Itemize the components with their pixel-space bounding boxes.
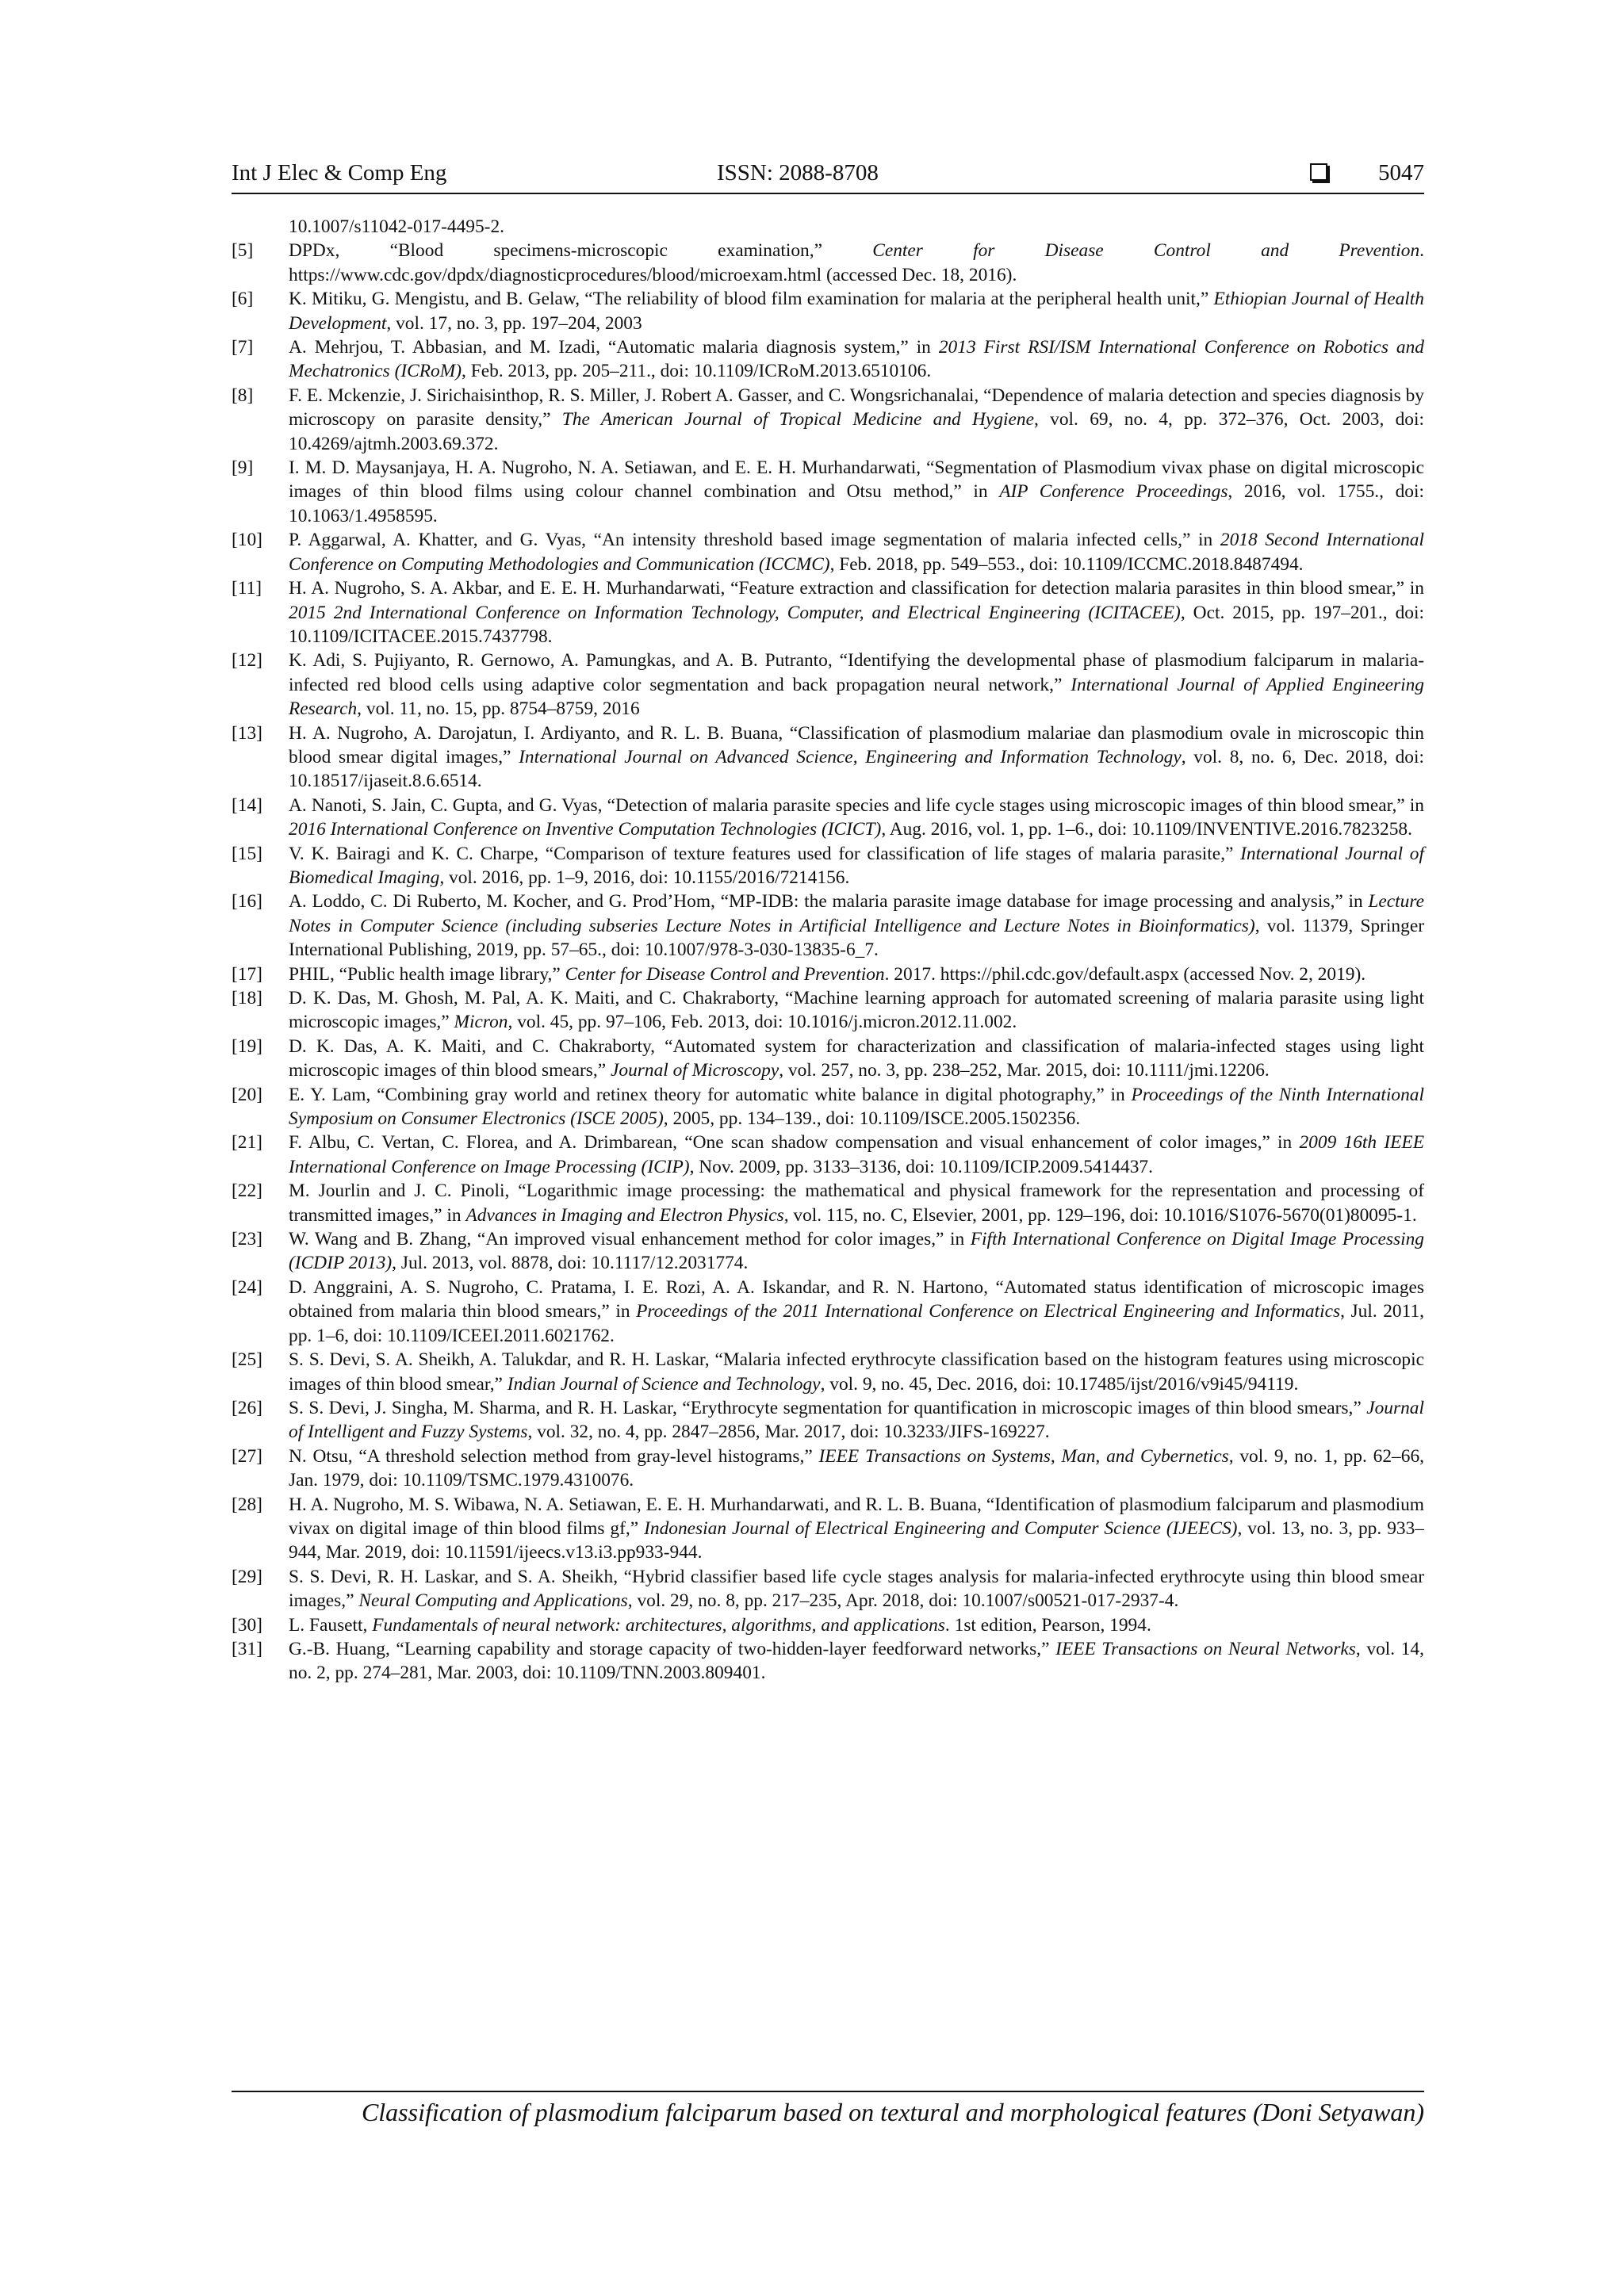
reference-text [289, 890, 1424, 962]
reference-number: [24] [232, 1276, 262, 1298]
square-icon [1310, 163, 1327, 181]
reference-text [289, 1131, 1424, 1179]
reference-item [232, 287, 1424, 335]
reference-source: AIP Conference Proceedings [999, 481, 1228, 503]
reference-source: IEEE Transactions on Neural Networks [1055, 1638, 1356, 1659]
reference-number: [29] [232, 1566, 262, 1587]
reference-text [289, 1445, 1424, 1493]
reference-segment: . 1st edition, Pearson, 1994. [944, 1614, 1151, 1636]
reference-source: The American Journal of Tropical Medicine and Hygiene [561, 409, 1034, 430]
reference-item [232, 456, 1424, 528]
reference-segment: DPDx, “Blood specimens-microscopic examination,” [289, 240, 873, 262]
reference-segment: L. Fausett, [289, 1614, 373, 1636]
reference-source: Indian Journal of Science and Technology [507, 1373, 821, 1395]
reference-text [289, 1613, 1424, 1637]
reference-item [232, 576, 1424, 649]
reference-segment: , vol. 257, no. 3, pp. 238–252, Mar. 2015, doi: 10.1111/jmi.12206. [779, 1060, 1270, 1081]
reference-text [289, 1637, 1424, 1686]
reference-number: [13] [232, 722, 262, 744]
reference-number: [14] [232, 794, 262, 816]
reference-segment: , Jul. 2011, pp. 1–6, doi: 10.1109/ICEEI.2011.6021762. [289, 1301, 1424, 1346]
reference-item [232, 1396, 1424, 1445]
reference-segment: , Nov. 2009, pp. 3133–3136, doi: 10.1109/ICIP.2009.5414437. [689, 1156, 1153, 1177]
reference-segment: , vol. 9, no. 45, Dec. 2016, doi: 10.17485/ijst/2016/v9i45/94119. [820, 1373, 1299, 1395]
reference-segment: 10.1007/s11042-017-4495-2. [289, 216, 505, 237]
reference-source: Proceedings of the 2011 International Conference on Electrical Engineering and Informatics [636, 1301, 1341, 1322]
reference-number: [19] [232, 1035, 262, 1057]
reference-text [289, 335, 1424, 384]
reference-segment: , Jul. 2013, vol. 8878, doi: 10.1117/12.2031774. [392, 1253, 749, 1274]
reference-source: International Journal of Applied Engineering Research [289, 674, 1424, 720]
reference-item [232, 890, 1424, 962]
reference-text [289, 986, 1424, 1035]
reference-item [232, 1565, 1424, 1613]
reference-segment: K. Adi, S. Pujiyanto, R. Gernowo, A. Pamungkas, and A. B. Putranto, “Identifying the developmental phase of plasmodium falciparum in malaria-infected red blood cells using adaptive color segmentation and back propagation neural network,” [289, 650, 1424, 695]
reference-text [289, 649, 1424, 721]
reference-segment: , 2016, vol. 1755., doi: 10.1063/1.4958595. [289, 481, 1424, 526]
reference-segment: , vol. 2016, pp. 1–9, 2016, doi: 10.1155/2016/7214156. [439, 867, 850, 888]
reference-segment: E. Y. Lam, “Combining gray world and retinex theory for automatic white balance in digital photography,” in [289, 1084, 1132, 1105]
reference-number: [8] [232, 385, 254, 406]
reference-segment: I. M. D. Maysanjaya, H. A. Nugroho, N. A. Setiawan, and E. E. H. Murhandarwati, “Segmentation of Plasmodium vivax phase on digital microscopic images of thin blood films using colour channel combination and Otsu method,” in [289, 457, 1424, 503]
reference-segment: D. K. Das, M. Ghosh, M. Pal, A. K. Maiti, and C. Chakraborty, “Machine learning approach for automated screening of malaria parasite using light microscopic images,” [289, 988, 1424, 1033]
reference-segment: H. A. Nugroho, S. A. Akbar, and E. E. H. Murhandarwati, “Feature extraction and classification for detection malaria parasites in thin blood smear,” in [289, 578, 1424, 599]
reference-text [289, 1083, 1424, 1131]
reference-segment: F. E. Mckenzie, J. Sirichaisinthop, R. S. Miller, J. Robert A. Gasser, and C. Wongsrichanalai, “Dependence of malaria detection and species diagnosis by microscopy on parasite density,” [289, 385, 1424, 430]
reference-source: Ethiopian Journal of Health Development [289, 289, 1424, 334]
reference-number: [23] [232, 1229, 262, 1250]
reference-item [232, 721, 1424, 794]
reference-segment: , Feb. 2013, pp. 205–211., doi: 10.1109/ICRoM.2013.6510106. [462, 361, 932, 382]
reference-list [232, 215, 1424, 1686]
reference-source: IEEE Transactions on Systems, Man, and Cybernetics [818, 1445, 1229, 1467]
journal-name: Int J Elec & Comp Eng [232, 160, 447, 186]
reference-segment: , vol. 29, no. 8, pp. 217–235, Apr. 2018, doi: 10.1007/s00521-017-2937-4. [627, 1590, 1179, 1612]
reference-segment: , vol. 45, pp. 97–106, Feb. 2013, doi: 10.1016/j.micron.2012.11.002. [508, 1012, 1017, 1033]
reference-source: Micron [454, 1012, 508, 1033]
reference-segment: A. Nanoti, S. Jain, C. Gupta, and G. Vyas, “Detection of malaria parasite species and life cycle stages using microscopic images of thin blood smear,” in [289, 794, 1424, 816]
reference-segment: . https://www.cdc.gov/dpdx/diagnosticprocedures/blood/microexam.html (accessed Dec. 18, 2016). [289, 240, 1424, 285]
reference-segment: H. A. Nugroho, M. S. Wibawa, N. A. Setiawan, E. E. H. Murhandarwati, and R. L. B. Buana, “Identification of plasmodium falciparum and plasmodium vivax on digital image of thin blood films gf,” [289, 1494, 1424, 1539]
reference-text [289, 842, 1424, 890]
reference-segment: . 2017. https://phil.cdc.gov/default.aspx (accessed Nov. 2, 2019). [884, 963, 1366, 985]
footer-rule [232, 2091, 1424, 2092]
reference-number: [25] [232, 1349, 262, 1371]
reference-text [289, 1348, 1424, 1396]
reference-number: [12] [232, 650, 262, 672]
reference-item [232, 1445, 1424, 1493]
reference-item [232, 1276, 1424, 1348]
reference-segment: D. Anggraini, A. S. Nugroho, C. Pratama, I. E. Rozi, A. A. Iskandar, and R. N. Hartono, “Automated status identification of microscopic images obtained from malaria thin blood smears,” in [289, 1276, 1424, 1322]
reference-segment: , 2005, pp. 134–139., doi: 10.1109/ISCE.2005.1502356. [663, 1108, 1081, 1130]
reference-number: [21] [232, 1132, 262, 1154]
reference-segment: M. Jourlin and J. C. Pinoli, “Logarithmic image processing: the mathematical and physical framework for the representation and processing of transmitted images,” in [289, 1181, 1424, 1226]
reference-text [289, 215, 1424, 239]
reference-text [289, 721, 1424, 794]
reference-item [232, 794, 1424, 842]
reference-text [289, 456, 1424, 528]
issn: ISSN: 2088-8708 [717, 160, 879, 186]
reference-item [232, 528, 1424, 576]
reference-segment: , vol. 115, no. C, Elsevier, 2001, pp. 129–196, doi: 10.1016/S1076-5670(01)80095-1. [783, 1204, 1417, 1226]
reference-item [232, 215, 1424, 239]
reference-segment: S. S. Devi, S. A. Sheikh, A. Talukdar, and R. H. Laskar, “Malaria infected erythrocyte classification based on the histogram features using microscopic images of thin blood smear,” [289, 1349, 1424, 1395]
reference-number: [17] [232, 963, 262, 985]
reference-text [289, 239, 1424, 287]
reference-item [232, 1637, 1424, 1686]
reference-number: [6] [232, 289, 254, 310]
reference-number: [9] [232, 457, 254, 479]
reference-item [232, 1613, 1424, 1637]
reference-source: Indonesian Journal of Electrical Engineering and Computer Science (IJEECS) [644, 1517, 1238, 1539]
header-rule [232, 193, 1424, 194]
reference-segment: , vol. 9, no. 1, pp. 62–66, Jan. 1979, doi: 10.1109/TSMC.1979.4310076. [289, 1445, 1424, 1491]
footer-title: Classification of plasmodium falciparum based on textural and morphological features (Doni Setyawan) [361, 2098, 1424, 2126]
reference-text [289, 528, 1424, 576]
reference-item [232, 1035, 1424, 1083]
reference-number: [15] [232, 843, 262, 864]
reference-source: Fifth International Conference on Digital Image Processing (ICDIP 2013) [289, 1229, 1424, 1274]
reference-segment: , vol. 17, no. 3, pp. 197–204, 2003 [386, 312, 642, 334]
reference-source: 2016 International Conference on Inventive Computation Technologies (ICICT) [289, 819, 882, 840]
reference-number: [31] [232, 1638, 262, 1659]
reference-segment: V. K. Bairagi and K. C. Charpe, “Comparison of texture features used for classification of life stages of malaria parasite,” [289, 843, 1241, 864]
reference-source: Fundamentals of neural network: architectures, algorithms, and applications [372, 1614, 945, 1636]
reference-segment: , Feb. 2018, pp. 549–553., doi: 10.1109/ICCMC.2018.8487494. [829, 553, 1304, 575]
reference-text [289, 1565, 1424, 1613]
reference-segment: N. Otsu, “A threshold selection method from gray-level histograms,” [289, 1445, 819, 1467]
reference-number: [10] [232, 530, 262, 551]
reference-item [232, 1131, 1424, 1179]
reference-segment: W. Wang and B. Zhang, “An improved visual enhancement method for color images,” in [289, 1229, 971, 1250]
reference-item [232, 962, 1424, 986]
reference-number: [7] [232, 337, 254, 358]
reference-text [289, 962, 1424, 986]
reference-source: Center for Disease Control and Prevention [565, 963, 885, 985]
reference-number: [26] [232, 1397, 262, 1418]
reference-segment: , vol. 14, no. 2, pp. 274–281, Mar. 2003, doi: 10.1109/TNN.2003.809401. [289, 1638, 1424, 1684]
reference-item [232, 1083, 1424, 1131]
page-number: 5047 [1378, 160, 1424, 186]
reference-item [232, 335, 1424, 384]
reference-segment: A. Mehrjou, T. Abbasian, and M. Izadi, “Automatic malaria diagnosis system,” in [289, 337, 939, 358]
reference-segment: S. S. Devi, J. Singha, M. Sharma, and R. H. Laskar, “Erythrocyte segmentation for quantification in microscopic images of thin blood smears,” [289, 1397, 1367, 1418]
reference-source: 2009 16th IEEE International Conference on Image Processing (ICIP) [289, 1132, 1424, 1177]
reference-text [289, 1493, 1424, 1565]
reference-segment: , vol. 11, no. 15, pp. 8754–8759, 2016 [357, 698, 640, 720]
reference-segment: G.-B. Huang, “Learning capability and storage capacity of two-hidden-layer feedforward networks,” [289, 1638, 1056, 1659]
reference-source: Neural Computing and Applications [358, 1590, 628, 1612]
reference-number: [27] [232, 1445, 262, 1467]
reference-source: Proceedings of the Ninth International Symposium on Consumer Electronics (ISCE 2005) [289, 1084, 1424, 1130]
reference-number: [28] [232, 1494, 262, 1515]
reference-text [289, 287, 1424, 335]
reference-segment: PHIL, “Public health image library,” [289, 963, 565, 985]
reference-text [289, 1227, 1424, 1276]
reference-item [232, 1493, 1424, 1565]
reference-item [232, 842, 1424, 890]
reference-number: [11] [232, 578, 262, 599]
reference-text [289, 1276, 1424, 1348]
reference-source: Journal of Intelligent and Fuzzy Systems [289, 1397, 1424, 1443]
reference-segment: D. K. Das, A. K. Maiti, and C. Chakraborty, “Automated system for characterization and classification of malaria-infected stages using light microscopic images of thin blood smears,” [289, 1035, 1424, 1081]
reference-item [232, 1179, 1424, 1227]
reference-segment: , Oct. 2015, pp. 197–201., doi: 10.1109/ICITACEE.2015.7437798. [289, 602, 1424, 647]
reference-source: Center for Disease Control and Prevention [872, 240, 1420, 262]
reference-segment: H. A. Nugroho, A. Darojatun, I. Ardiyanto, and R. L. B. Buana, “Classification of plasmodium malariae dan plasmodium ovale in microscopic thin blood smear digital images,” [289, 722, 1424, 767]
reference-number: [16] [232, 891, 262, 913]
reference-segment: K. Mitiku, G. Mengistu, and B. Gelaw, “The reliability of blood film examination for malaria at the peripheral health unit,” [289, 289, 1214, 310]
reference-segment: S. S. Devi, R. H. Laskar, and S. A. Sheikh, “Hybrid classifier based life cycle stages analysis for malaria-infected erythrocyte using thin blood smear images,” [289, 1566, 1424, 1612]
reference-segment: , Aug. 2016, vol. 1, pp. 1–6., doi: 10.1109/INVENTIVE.2016.7823258. [881, 819, 1412, 840]
reference-text [289, 1035, 1424, 1083]
reference-text [289, 794, 1424, 842]
reference-number: [20] [232, 1084, 262, 1105]
reference-segment: , vol. 13, no. 3, pp. 933–944, Mar. 2019, doi: 10.11591/ijeecs.v13.i3.pp933-944. [289, 1517, 1424, 1563]
reference-text [289, 1396, 1424, 1445]
reference-source: Journal of Microscopy [611, 1060, 779, 1081]
reference-item [232, 239, 1424, 287]
reference-segment: , vol. 11379, Springer International Publishing, 2019, pp. 57–65., doi: 10.1007/978-3-030-13835-6_7. [289, 915, 1424, 961]
reference-segment: , vol. 8, no. 6, Dec. 2018, doi: 10.18517/ijaseit.8.6.6514. [289, 746, 1424, 792]
reference-source: 2015 2nd International Conference on Information Technology, Computer, and Electrical Engineering (ICITACEE) [289, 602, 1181, 623]
reference-segment: A. Loddo, C. Di Ruberto, M. Kocher, and G. Prod’Hom, “MP-IDB: the malaria parasite image database for image processing and analysis,” in [289, 891, 1369, 913]
reference-number: [5] [232, 240, 254, 262]
reference-segment: , vol. 69, no. 4, pp. 372–376, Oct. 2003, doi: 10.4269/ajtmh.2003.69.372. [289, 409, 1424, 454]
reference-text [289, 576, 1424, 649]
reference-source: International Journal of Biomedical Imaging [289, 843, 1424, 888]
reference-item [232, 649, 1424, 721]
reference-text [289, 1179, 1424, 1227]
reference-item [232, 384, 1424, 456]
reference-source: 2013 First RSI/ISM International Conference on Robotics and Mechatronics (ICRoM) [289, 337, 1424, 382]
reference-segment: P. Aggarwal, A. Khatter, and G. Vyas, “An intensity threshold based image segmentation of malaria infected cells,” in [289, 530, 1220, 551]
reference-source: Advances in Imaging and Electron Physics [465, 1204, 784, 1226]
reference-item [232, 986, 1424, 1035]
reference-number: [18] [232, 988, 262, 1008]
reference-item [232, 1227, 1424, 1276]
running-header [232, 155, 1424, 190]
reference-number: [30] [232, 1614, 262, 1636]
reference-number: [22] [232, 1181, 262, 1202]
reference-text [289, 384, 1424, 456]
reference-segment: , vol. 32, no. 4, pp. 2847–2856, Mar. 2017, doi: 10.3233/JIFS-169227. [527, 1422, 1050, 1443]
reference-source: Lecture Notes in Computer Science (including subseries Lecture Notes in Artificial Intelligence and Lecture Notes in Bioinformatics) [289, 891, 1424, 936]
reference-source: 2018 Second International Conference on Computing Methodologies and Communication (ICCMC) [289, 530, 1424, 575]
reference-item [232, 1348, 1424, 1396]
reference-source: International Journal on Advanced Science, Engineering and Information Technology [519, 746, 1182, 767]
reference-segment: F. Albu, C. Vertan, C. Florea, and A. Drimbarean, “One scan shadow compensation and visual enhancement of color images,” in [289, 1132, 1300, 1154]
